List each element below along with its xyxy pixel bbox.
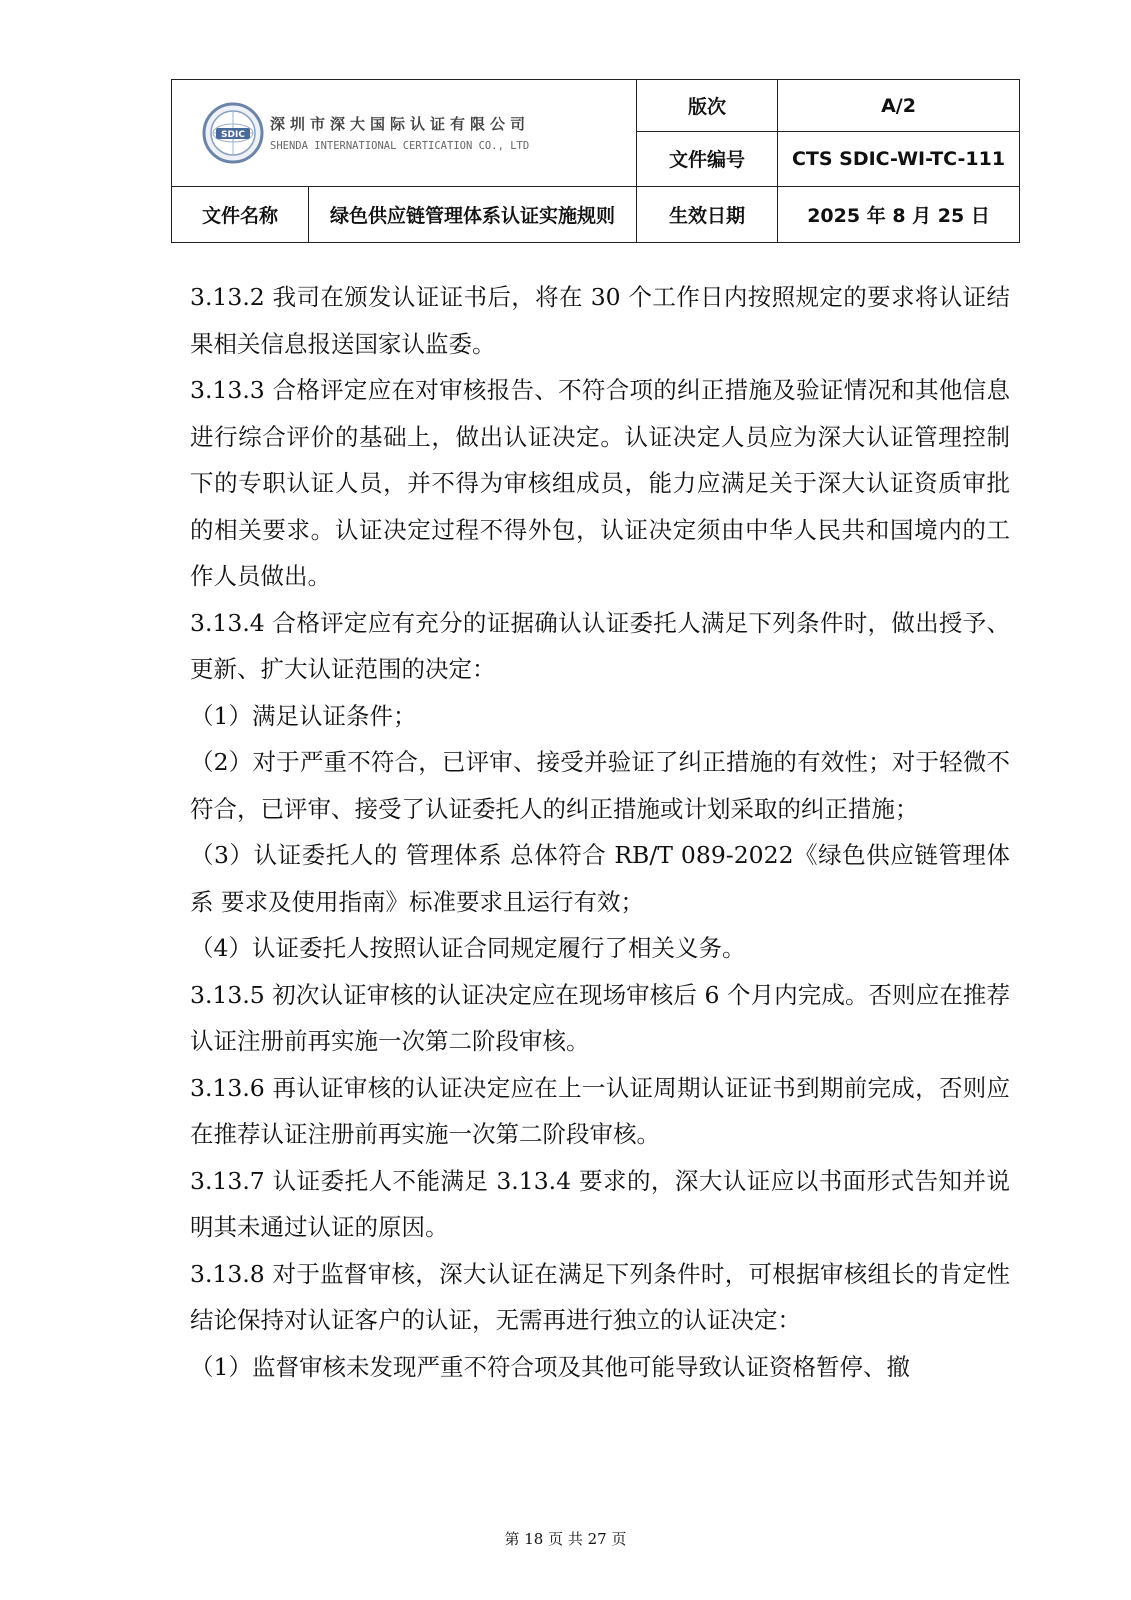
list-item-condition-1: （1）满足认证条件； [190,701,417,730]
logo-emblem-text: SDIC [221,129,245,140]
company-name-cn: 深圳市深大国际认证有限公司 [270,115,531,134]
paragraph-3-13-3: 3.13.3 合格评定应在对审核报告、不符合项的纠正措施及验证情况和其他信息进行综合评价的基础上，做出认证决定。认证决定人员应为深大认证管理控制下的专职认证人员，并不得为审核组成员，能力应满足关于深大认证资质审批的相关要求。认证决定过程不得外包，认证决定须由中华人民共和国境内的工作人员做出。 [190,376,1010,590]
document-header-table [171,79,1020,243]
version-label: 版次 [637,80,778,132]
list-item-condition-2: （2）对于严重不符合，已评审、接受并验证了纠正措施的有效性；对于轻微不符合，已评审、接受了认证委托人的纠正措施或计划采取的纠正措施； [190,748,1010,823]
company-name-en: SHENDA INTERNATIONAL CERTICATION CO., LTD [270,140,530,153]
company-logo-cell [172,80,637,187]
list-item-condition-3: （3）认证委托人的 管理体系 总体符合 RB/T 089-2022《绿色供应链管理体系 要求及使用指南》标准要求且运行有效； [190,841,1010,916]
document-body [190,274,1010,1390]
paragraph-3-13-2: 3.13.2 我司在颁发认证证书后，将在 30 个工作日内按照规定的要求将认证结果相关信息报送国家认监委。 [190,283,1010,358]
list-item-surveillance-1: （1）监督审核未发现严重不符合项及其他可能导致认证资格暂停、撤 [190,1352,910,1381]
doc-name-label: 文件名称 [172,186,309,242]
version-value: A/2 [778,80,1020,132]
page-number-footer: 第 18 页 共 27 页 [504,1530,627,1548]
list-item-condition-4: （4）认证委托人按照认证合同规定履行了相关义务。 [190,934,746,962]
paragraph-3-13-4: 3.13.4 合格评定应有充分的证据确认认证委托人满足下列条件时，做出授予、更新、扩大认证范围的决定： [190,608,1010,683]
doc-name-value: 绿色供应链管理体系认证实施规则 [309,186,637,242]
paragraph-3-13-8: 3.13.8 对于监督审核，深大认证在满足下列条件时，可根据审核组长的肯定性结论保持对认证客户的认证，无需再进行独立的认证决定： [190,1259,1010,1334]
effective-date-label: 生效日期 [637,186,778,242]
paragraph-3-13-6: 3.13.6 再认证审核的认证决定应在上一认证周期认证证书到期前完成，否则应在推荐认证注册前再实施一次第二阶段审核。 [190,1073,1010,1148]
doc-number-value: CTS SDIC-WI-TC-111 [778,132,1020,186]
effective-date-value: 2025 年 8 月 25 日 [778,186,1020,242]
paragraph-3-13-7: 3.13.7 认证委托人不能满足 3.13.4 要求的，深大认证应以书面形式告知并说明其未通过认证的原因。 [190,1166,1010,1241]
doc-number-label: 文件编号 [637,132,778,186]
company-emblem-icon [202,102,264,164]
paragraph-3-13-5: 3.13.5 初次认证审核的认证决定应在现场审核后 6 个月内完成。否则应在推荐认证注册前再实施一次第二阶段审核。 [190,980,1010,1055]
